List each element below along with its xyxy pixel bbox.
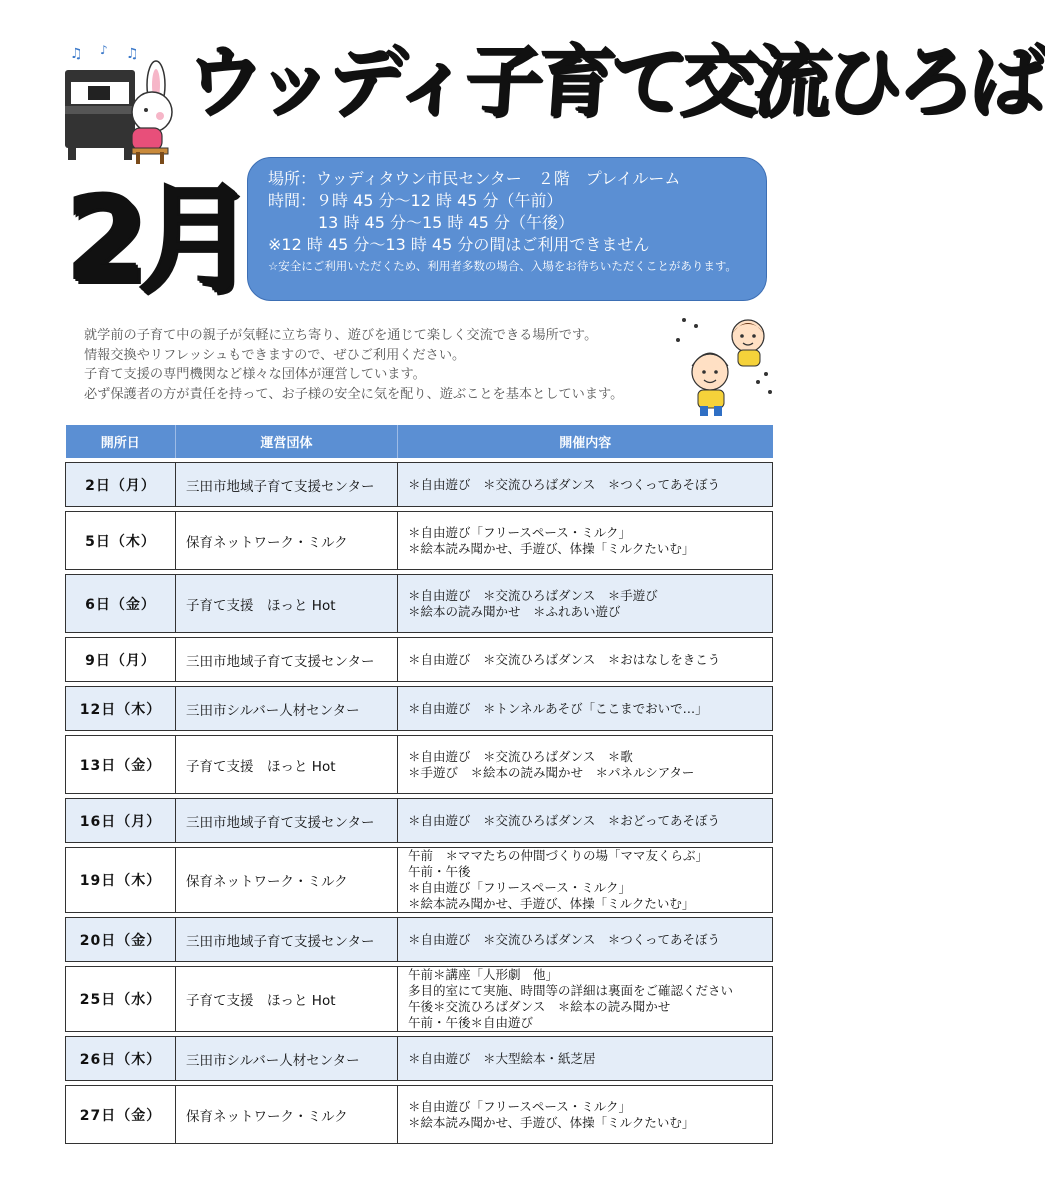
content-line: ＊絵本読み聞かせ、手遊び、体操「ミルクたいむ」 (408, 1114, 695, 1130)
content-line: 午前・午後 (408, 864, 471, 879)
content-line: ＊自由遊び「フリースペース・ミルク」 (408, 524, 632, 540)
content-line: 多目的室にて実施、時間等の詳細は裏面をご確認ください (408, 983, 734, 998)
svg-text:♪: ♪ (100, 43, 108, 57)
children-setsubun-illustration (670, 310, 780, 420)
row-date: 12日（木） (66, 687, 176, 731)
content-line: ＊自由遊び ＊交流ひろばダンス ＊つくってあそぼう (408, 931, 721, 947)
row-content (398, 848, 773, 913)
row-content (398, 799, 773, 843)
content-line: ＊手遊び ＊絵本の読み聞かせ ＊パネルシアター (408, 764, 695, 780)
content-line: ＊自由遊び ＊交流ひろばダンス ＊おどってあそぼう (408, 812, 721, 828)
page-title: ウッディ子育て交流ひろば (181, 38, 1045, 128)
table-row (66, 638, 773, 682)
row-content (398, 575, 773, 633)
row-date: 6日（金） (66, 575, 176, 633)
table-row (66, 736, 773, 794)
row-date: 9日（月） (66, 638, 176, 682)
content-line: ＊自由遊び ＊交流ひろばダンス ＊つくってあそぼう (408, 476, 721, 492)
table-header-row (66, 425, 773, 458)
table-row (66, 463, 773, 507)
row-organization: 三田市地域子育て支援センター (176, 638, 398, 682)
table-row (66, 967, 773, 1032)
time-morning-text: 時間：９時 45 分～12 時 45 分（午前） (268, 191, 563, 210)
header-org: 運営団体 (176, 425, 398, 458)
content-line: ＊絵本読み聞かせ、手遊び、体操「ミルクたいむ」 (408, 540, 695, 556)
row-organization: 三田市シルバー人材センター (176, 687, 398, 731)
row-date: 2日（月） (66, 463, 176, 507)
table-row (66, 918, 773, 962)
info-box (247, 157, 767, 301)
content-line: 午前 ＊ママたちの仲間づくりの場「ママ友くらぶ」 (408, 848, 709, 863)
month-label: 2月 (66, 171, 247, 309)
row-organization: 保育ネットワーク・ミルク (176, 512, 398, 570)
content-line: 午前・午後＊自由遊び (408, 1015, 534, 1030)
intro-line: 子育て支援の専門機関など様々な団体が運営しています。 (84, 367, 426, 382)
row-organization: 三田市地域子育て支援センター (176, 463, 398, 507)
row-organization: 保育ネットワーク・ミルク (176, 848, 398, 913)
row-organization: 三田市地域子育て支援センター (176, 918, 398, 962)
row-content (398, 512, 773, 570)
svg-text:♫: ♫ (126, 46, 139, 62)
row-organization: 三田市地域子育て支援センター (176, 799, 398, 843)
row-date: 16日（月） (66, 799, 176, 843)
row-organization: 子育て支援 ほっと Hot (176, 575, 398, 633)
table-row (66, 687, 773, 731)
piano-bunny-illustration (60, 40, 185, 165)
row-date: 13日（金） (66, 736, 176, 794)
row-date: 25日（水） (66, 967, 176, 1032)
row-organization: 三田市シルバー人材センター (176, 1037, 398, 1081)
row-content (398, 1037, 773, 1081)
row-content (398, 736, 773, 794)
header-date: 開所日 (66, 425, 176, 458)
content-line: ＊自由遊び ＊トンネルあそび「ここまでおいで…」 (408, 700, 708, 716)
table-row (66, 575, 773, 633)
row-content (398, 1086, 773, 1144)
content-line: ＊自由遊び ＊交流ひろばダンス ＊おはなしをきこう (408, 651, 721, 667)
row-content (398, 687, 773, 731)
content-line: ＊自由遊び「フリースペース・ミルク」 (408, 880, 632, 895)
table-row (66, 848, 773, 913)
row-organization: 子育て支援 ほっと Hot (176, 736, 398, 794)
intro-line: 情報交換やリフレッシュもできますので、ぜひご利用ください。 (84, 347, 466, 363)
row-date: 27日（金） (66, 1086, 176, 1144)
intro-line: 就学前の子育て中の親子が気軽に立ち寄り、遊びを通じて楽しく交流できる場所です。 (84, 328, 598, 343)
row-date: 5日（木） (66, 512, 176, 570)
row-content (398, 638, 773, 682)
place-text: 場所：ウッディタウン市民センター ２階 プレイルーム (268, 169, 681, 188)
closed-time-note: ※12 時 45 分～13 時 45 分の間はご利用できません (268, 235, 650, 254)
time-afternoon-text: 13 時 45 分～15 時 45 分（午後） (318, 213, 574, 232)
schedule-table (65, 425, 773, 1144)
svg-text:♫: ♫ (70, 46, 83, 62)
table-row (66, 512, 773, 570)
content-line: 午後＊交流ひろばダンス ＊絵本の読み聞かせ (408, 999, 671, 1014)
schedule-table-container (65, 425, 772, 1144)
content-line: ＊自由遊び「フリースペース・ミルク」 (408, 1098, 632, 1114)
table-row (66, 799, 773, 843)
content-line: ＊絵本読み聞かせ、手遊び、体操「ミルクたいむ」 (408, 896, 695, 911)
row-organization: 子育て支援 ほっと Hot (176, 967, 398, 1032)
row-content (398, 967, 773, 1032)
row-content (398, 918, 773, 962)
content-line: ＊自由遊び ＊大型絵本・紙芝居 (408, 1050, 596, 1066)
table-row (66, 1086, 773, 1144)
row-organization: 保育ネットワーク・ミルク (176, 1086, 398, 1144)
row-date: 19日（木） (66, 848, 176, 913)
content-line: ＊自由遊び ＊交流ひろばダンス ＊歌 (408, 748, 633, 764)
intro-line: 必ず保護者の方が責任を持って、お子様の安全に気を配り、遊ぶことを基本としています。 (84, 386, 624, 402)
table-row (66, 1037, 773, 1081)
row-content (398, 463, 773, 507)
content-line: ＊絵本の読み聞かせ ＊ふれあい遊び (408, 603, 621, 619)
row-date: 26日（木） (66, 1037, 176, 1081)
content-line: ＊自由遊び ＊交流ひろばダンス ＊手遊び (408, 587, 658, 603)
row-date: 20日（金） (66, 918, 176, 962)
content-line: 午前＊講座「人形劇 他」 (408, 967, 559, 982)
safety-note: ☆安全にご利用いただくため、利用者多数の場合、入場をお待ちいただくことがあります。 (268, 259, 737, 273)
header-content: 開催内容 (398, 425, 773, 458)
intro-text (84, 326, 684, 404)
